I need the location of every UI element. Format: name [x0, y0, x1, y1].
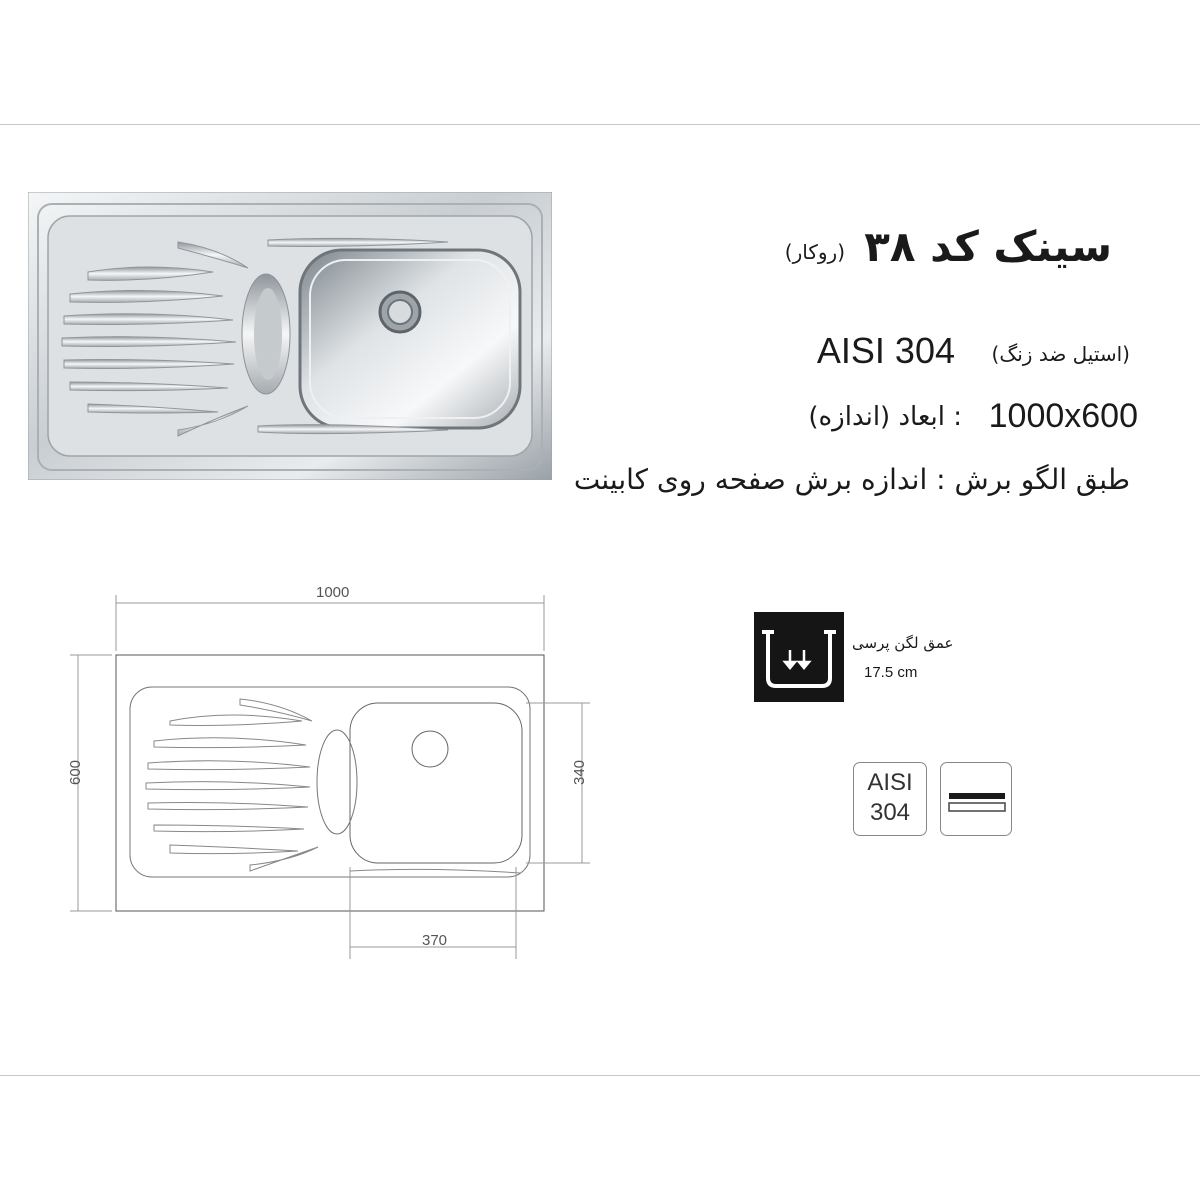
width-dimension-label: 1000	[316, 584, 350, 601]
dimensions-label: : ابعاد (اندازه)	[808, 402, 962, 432]
overflow-slot	[317, 730, 357, 834]
bowl-depth-icon	[754, 612, 844, 702]
bowl-width-dimension-label: 370	[422, 932, 448, 949]
aisi-badge-line1: AISI	[867, 769, 913, 796]
drain-circle	[412, 731, 448, 767]
material-note: (استیل ضد زنگ)	[991, 342, 1130, 366]
product-title-note: (روکار)	[784, 240, 845, 264]
dimension-lines	[70, 595, 590, 959]
bowl-height-dimension-label: 340	[571, 759, 588, 785]
sink-photo	[28, 192, 552, 480]
aisi-badge-line2: 304	[869, 799, 911, 826]
product-title: سینک کد ۳۸	[864, 222, 1112, 271]
dimensions-value: 1000x600	[988, 397, 1138, 435]
drainboard-grooves	[146, 699, 520, 873]
cutout-note: طبق الگو برش : اندازه برش صفحه روی کابینت	[573, 463, 1130, 496]
height-dimension-label: 600	[67, 759, 84, 785]
technical-drawing	[50, 575, 620, 975]
bowl-depth-value: 17.5 cm	[864, 664, 918, 681]
bottom-divider	[0, 1075, 1200, 1076]
aisi-304-badge	[853, 762, 927, 836]
bowl-depth-label: عمق لگن پرسی	[852, 634, 954, 652]
sink-outline	[116, 655, 544, 911]
steel-layer-icon	[940, 762, 1012, 836]
material-code: AISI 304	[816, 330, 955, 371]
bowl-outline	[350, 703, 522, 863]
top-divider	[0, 124, 1200, 125]
